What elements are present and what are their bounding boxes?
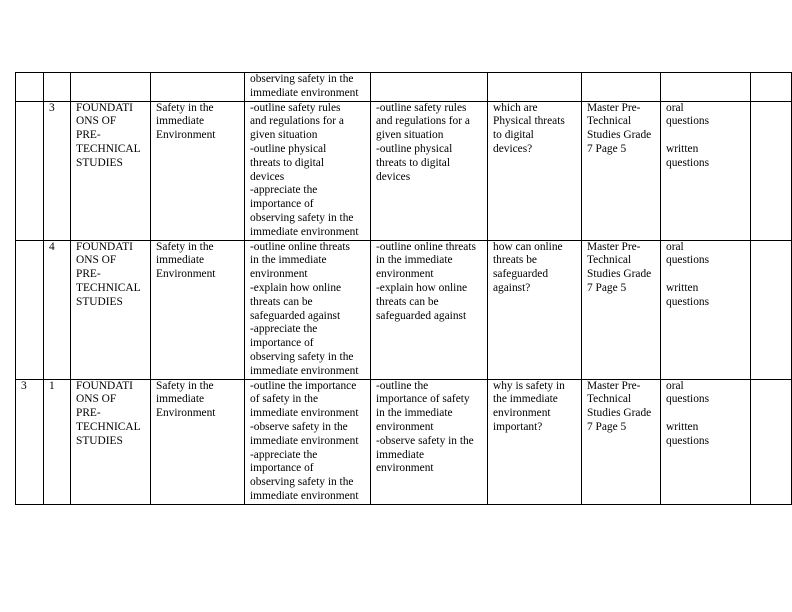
learning-activities-cell: -outline safety rules and regulations for a given situation -outline physical threats to digital devices — [371, 101, 488, 240]
learning-outcomes-cell: -outline the importance of safety in the immediate environment -observe safety in the immediate environment -appreciate the importance of observing safety in the immediate environment — [245, 379, 371, 504]
learning-activities-cell: -outline the importance of safety in the immediate environment -observe safety in the immediate environment — [371, 379, 488, 504]
resources-cell: Master Pre- Technical Studies Grade 7 Page 5 — [582, 240, 661, 379]
learning-activities-cell: -outline online threats in the immediate environment -explain how online threats can be safeguarded against — [371, 240, 488, 379]
lesson-cell: 1 — [44, 379, 71, 504]
learning-activities-cell — [371, 73, 488, 102]
sub-strand-cell: Safety in the immediate Environment — [151, 379, 245, 504]
remarks-cell — [751, 379, 792, 504]
learning-outcomes-cell: -outline safety rules and regulations for a given situation -outline physical threats to digital devices -appreciate the importance of observing safety in the immediate environment — [245, 101, 371, 240]
lesson-cell: 3 — [44, 101, 71, 240]
resources-cell: Master Pre- Technical Studies Grade 7 Page 5 — [582, 101, 661, 240]
key-inquiry-cell: why is safety in the immediate environment important? — [488, 379, 582, 504]
strand-cell: FOUNDATI ONS OF PRE- TECHNICAL STUDIES — [71, 379, 151, 504]
assessment-cell: oral questions written questions — [661, 379, 751, 504]
table-row — [16, 240, 792, 379]
assessment-cell — [661, 73, 751, 102]
table-row — [16, 379, 792, 504]
table-row — [16, 73, 792, 102]
learning-outcomes-cell: -outline online threats in the immediate environment -explain how online threats can be safeguarded against -appreciate the importance of observing safety in the immediate environment — [245, 240, 371, 379]
strand-cell: FOUNDATI ONS OF PRE- TECHNICAL STUDIES — [71, 240, 151, 379]
strand-cell: FOUNDATI ONS OF PRE- TECHNICAL STUDIES — [71, 101, 151, 240]
week-cell: 3 — [16, 379, 44, 504]
sub-strand-cell: Safety in the immediate Environment — [151, 240, 245, 379]
sub-strand-cell — [151, 73, 245, 102]
table-row — [16, 101, 792, 240]
learning-outcomes-cell: observing safety in the immediate environment — [245, 73, 371, 102]
remarks-cell — [751, 240, 792, 379]
remarks-cell — [751, 101, 792, 240]
key-inquiry-cell: which are Physical threats to digital devices? — [488, 101, 582, 240]
week-cell — [16, 73, 44, 102]
scheme-of-work-table — [15, 72, 792, 505]
resources-cell — [582, 73, 661, 102]
resources-cell: Master Pre- Technical Studies Grade 7 Page 5 — [582, 379, 661, 504]
key-inquiry-cell: how can online threats be safeguarded against? — [488, 240, 582, 379]
lesson-cell — [44, 73, 71, 102]
lesson-cell: 4 — [44, 240, 71, 379]
remarks-cell — [751, 73, 792, 102]
sub-strand-cell: Safety in the immediate Environment — [151, 101, 245, 240]
assessment-cell: oral questions written questions — [661, 240, 751, 379]
week-cell — [16, 240, 44, 379]
strand-cell — [71, 73, 151, 102]
assessment-cell: oral questions written questions — [661, 101, 751, 240]
key-inquiry-cell — [488, 73, 582, 102]
week-cell — [16, 101, 44, 240]
